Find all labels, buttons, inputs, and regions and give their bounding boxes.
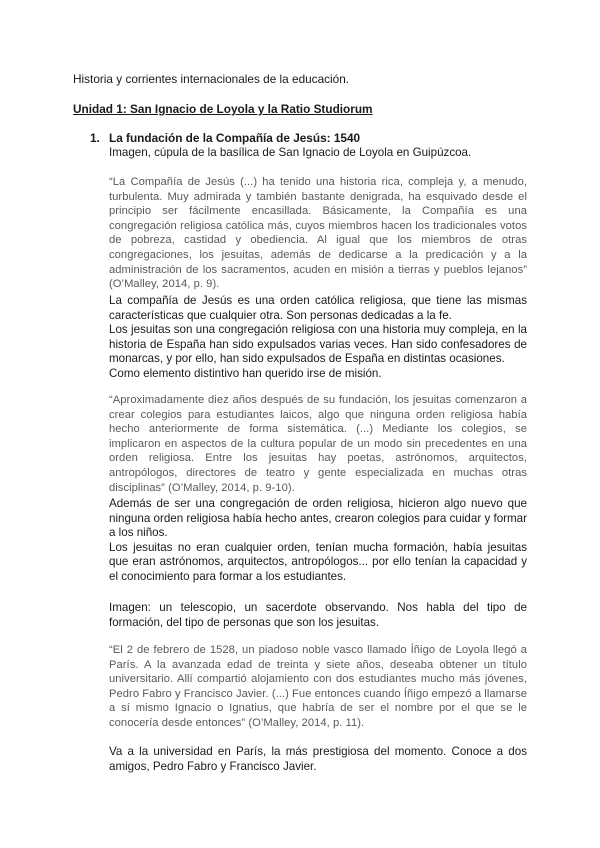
paragraph-block: Va a la universidad en París, la más prestigiosa del momento. Conoce a dos amigos, Pedro Fabro y Francisco Javier. (109, 745, 527, 773)
paragraph-line: Además de ser una congregación de orden religiosa, hicieron algo nuevo que ninguna orden religiosa había hecho antes, crearon colegios para cuidar y formar a los niños. (109, 497, 527, 540)
section-heading: La fundación de la Compañía de Jesús: 1540 (109, 131, 361, 145)
unit-title: Unidad 1: San Ignacio de Loyola y la Ratio Studiorum (73, 102, 373, 116)
image-description: Imagen: un telescopio, un sacerdote observando. Nos habla del tipo de formación, del tipo de personas que son los jesuitas. (109, 601, 527, 629)
course-title: Historia y corrientes internacionales de la educación. (73, 72, 350, 86)
paragraph-line: Los jesuitas son una congregación religiosa con una historia muy compleja, en la historia de España han sido expulsados varias veces. Han sido confesadores de monarcas, y por ello, han sido expulsados de España en distintas ocasiones. (109, 323, 527, 366)
quote-block: “Aproximadamente diez años después de su fundación, los jesuitas comenzaron a crear colegios para estudiantes laicos, algo que ninguna orden religiosa había hecho anteriormente de forma sistemática. (...) Mediante los colegios, se implicaron en aspectos de la cultura popular de un modo sin precedentes en una orden religiosa. Entre los jesuitas hay poetas, astrónomos, arquitectos, antropólogos, directores de teatro y gente especializada en muchas otras disciplinas” (O’Malley, 2014, p. 9-10). (109, 394, 527, 494)
section-number: 1. (90, 131, 100, 145)
paragraph-line: La compañía de Jesús es una orden católica religiosa, que tiene las mismas características que cualquier otra. Son personas dedicadas a la fe. (109, 294, 527, 322)
image-caption: Imagen, cúpula de la basílica de San Ignacio de Loyola en Guipúzcoa. (109, 146, 472, 159)
quote-block: “El 2 de febrero de 1528, un piadoso noble vasco llamado Íñigo de Loyola llegó a París. A la avanzada edad de treinta y siete años, deseaba obtener un título universitario. Allí compartió alojamiento con dos estudiantes mucho más jóvenes, Pedro Fabro y Francisco Javier. (...) Fue entonces cuando Íñigo empezó a llamarse a sí mismo Ignacio o Ignatius, que habría de ser el nombre por el que se le conocería desde entonces” (O’Malley, 2014, p. 11). (109, 644, 527, 729)
paragraph-line: Los jesuitas no eran cualquier orden, tenían mucha formación, había jesuitas que eran astrónomos, arquitectos, antropólogos... por ello tenían la capacidad y el conocimiento para formar a los estudiantes. (109, 540, 527, 583)
paragraph-block (109, 497, 527, 585)
quote-block: “La Compañía de Jesús (...) ha tenido una historia rica, compleja y, a menudo, turbulenta. Muy admirada y también bastante denigrada, ha esquivado desde el principio ser fácilmente encasillada. Básicamente, la Compañía es una congregación religiosa católica más, cuyos miembros hacen los tradicionales votos de pobreza, castidad y obediencia. Al igual que los miembros de otras congregaciones, los jesuitas, además de dedicarse a la predicación y a la administración de los sacramentos, acuden en misión a tierras y pueblos lejanos” (O’Malley, 2014, p. 9). (109, 176, 527, 291)
paragraph-block (109, 294, 527, 382)
paragraph-line: Como elemento distintivo han querido irse de misión. (109, 366, 382, 380)
